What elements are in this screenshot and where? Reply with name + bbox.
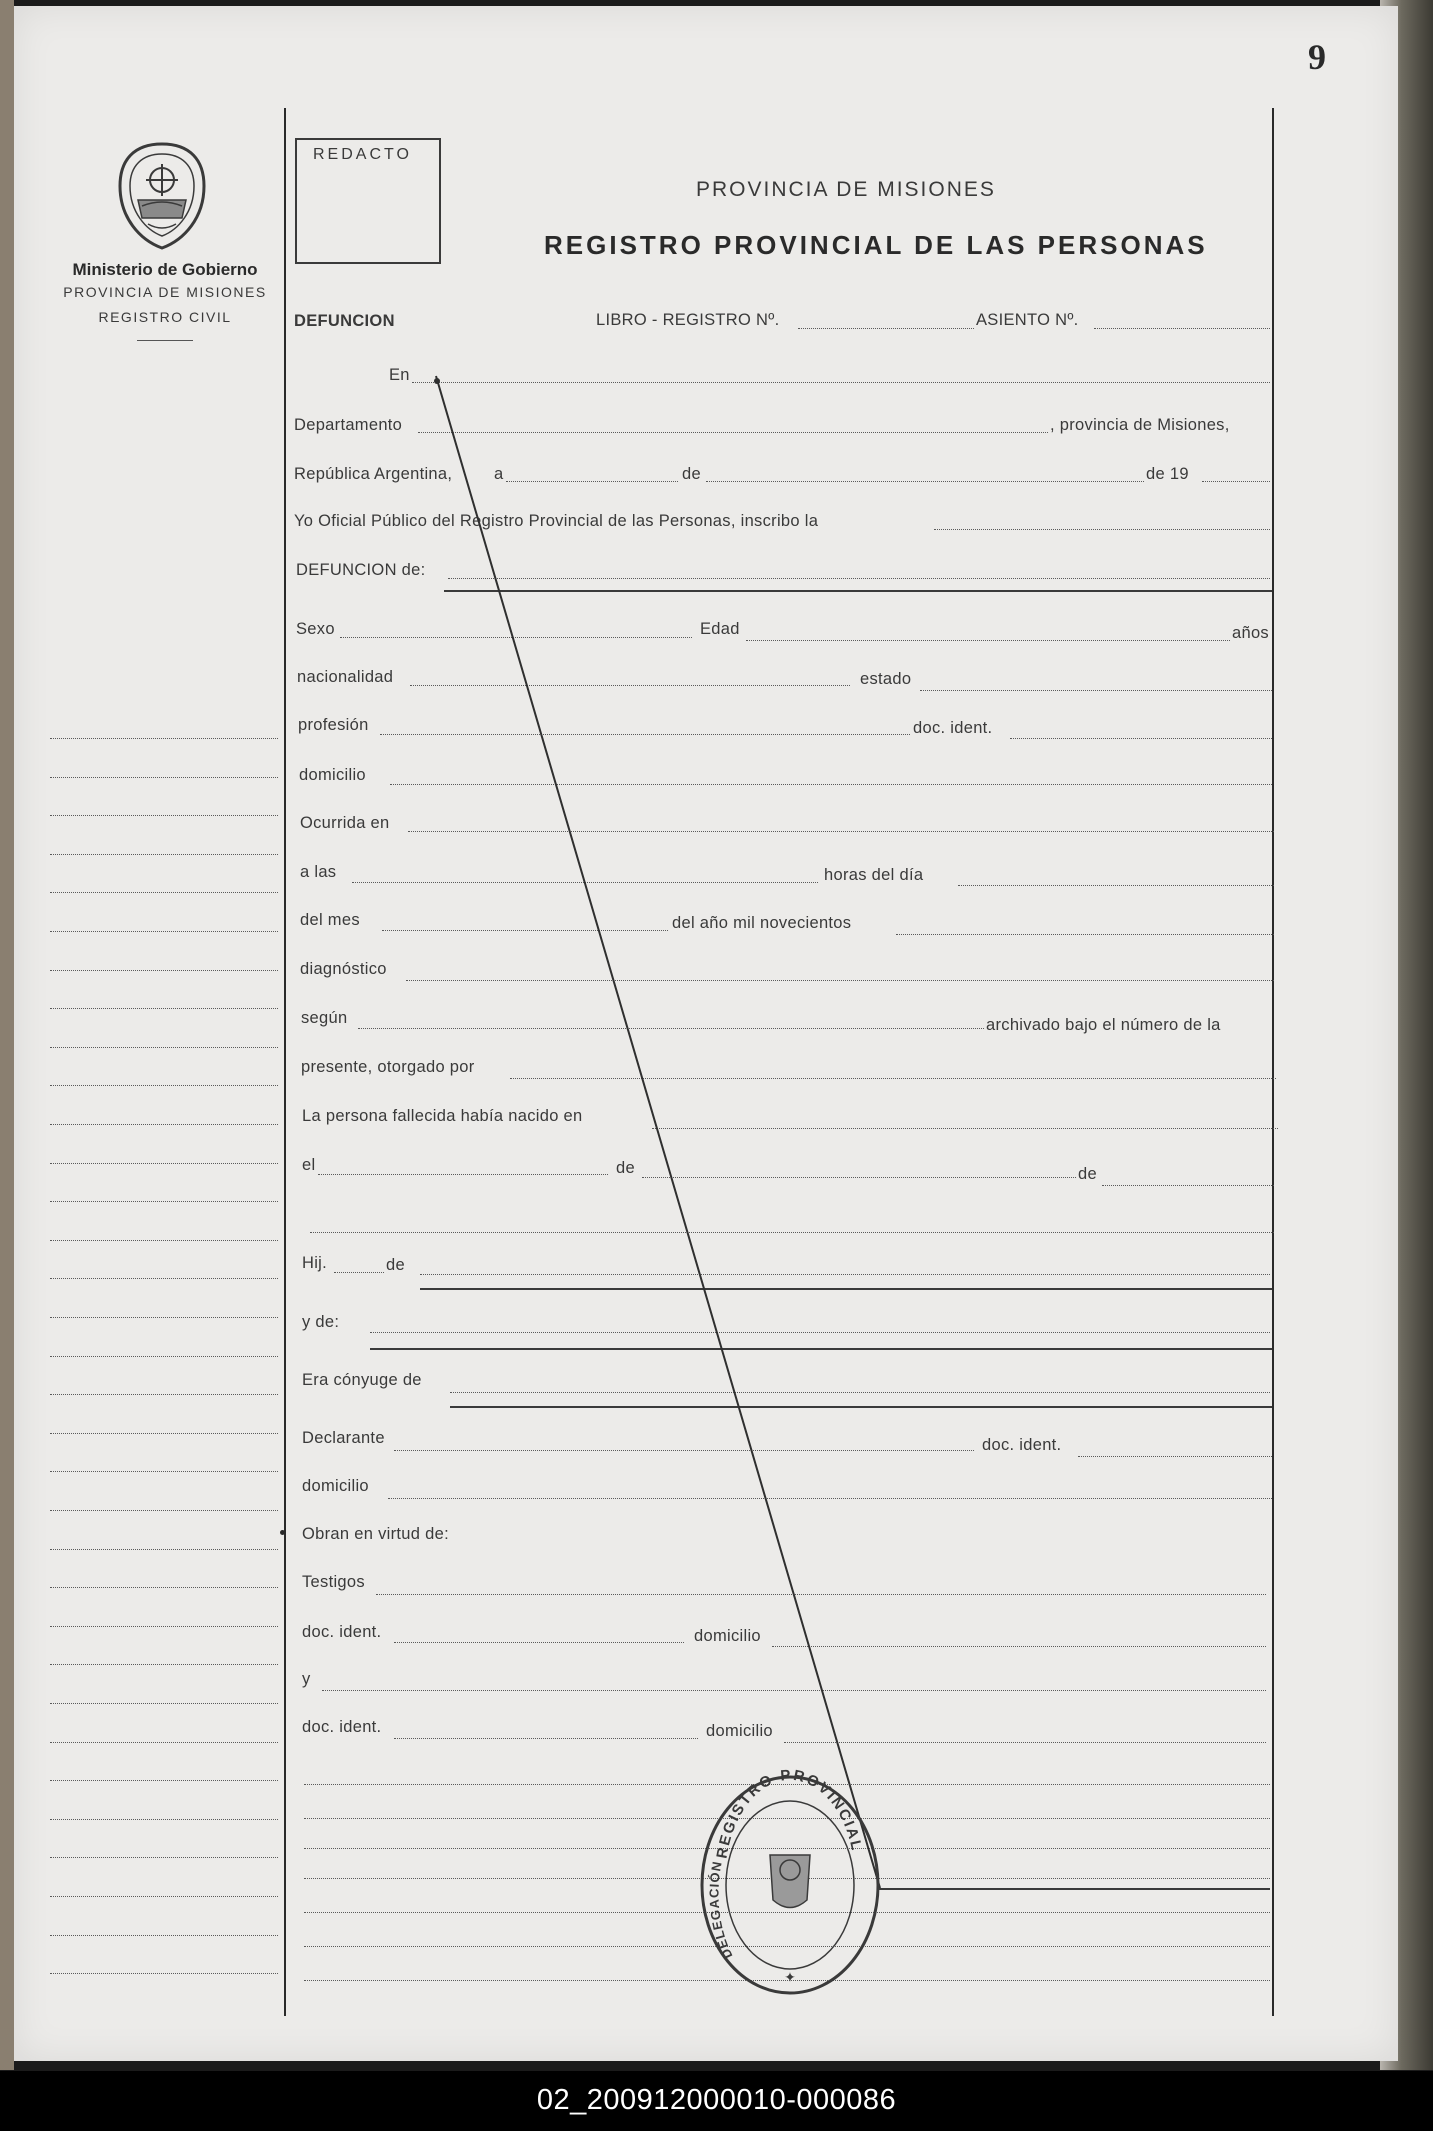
testigo1-domicilio-label: domicilio <box>694 1627 761 1645</box>
obran-label: Obran en virtud de: <box>302 1525 449 1543</box>
archivado-text: archivado bajo el número de la <box>986 1016 1221 1034</box>
presente-label: presente, otorgado por <box>301 1058 475 1076</box>
nacido-en-label: La persona fallecida había nacido en <box>302 1107 583 1125</box>
province-header: PROVINCIA DE MISIONES <box>696 178 996 201</box>
declarante-label: Declarante <box>302 1429 385 1447</box>
diagnostico-label: diagnóstico <box>300 960 387 978</box>
provincia-misiones-text: , provincia de Misiones, <box>1050 416 1230 434</box>
anos-label: años <box>1232 624 1269 642</box>
declarante-domicilio-label: domicilio <box>302 1477 369 1495</box>
a-las-label: a las <box>300 863 337 881</box>
svg-text:✦: ✦ <box>784 1969 796 1985</box>
official-stamp-icon <box>695 1760 885 2000</box>
file-caption: 02_200912000010-000086 <box>536 2084 897 2116</box>
testigos-label: Testigos <box>302 1573 365 1591</box>
y-de-label: y de: <box>302 1313 340 1331</box>
registry-title: REGISTRO PROVINCIAL DE LAS PERSONAS <box>544 230 1208 260</box>
libro-registro-label: LIBRO - REGISTRO Nº. <box>596 311 780 329</box>
sexo-label: Sexo <box>296 620 335 638</box>
de-label: de <box>682 465 701 483</box>
ocurrida-en-label: Ocurrida en <box>300 814 390 832</box>
page-number: 9 <box>1308 37 1326 77</box>
hij-label: Hij. <box>302 1254 328 1272</box>
en-label: En <box>389 366 410 384</box>
hij-de-label: de <box>386 1256 405 1274</box>
svg-text:DELEGACIÓN <box>707 1859 736 1961</box>
testigo1-doc-label: doc. ident. <box>302 1623 382 1641</box>
testigo2-domicilio-label: domicilio <box>706 1722 773 1740</box>
nacionalidad-label: nacionalidad <box>297 668 394 686</box>
del-ano-label: del año mil novecientos <box>672 914 852 932</box>
horas-del-dia-label: horas del día <box>824 866 924 884</box>
yo-oficial-text: Yo Oficial Público del Registro Provincial de las Personas, inscribo la <box>294 512 819 530</box>
conyuge-label: Era cónyuge de <box>302 1371 422 1389</box>
profesion-label: profesión <box>298 716 369 734</box>
ministry-office: REGISTRO CIVIL <box>98 309 232 325</box>
republica-label: República Argentina, <box>294 465 453 483</box>
segun-label: según <box>301 1009 348 1027</box>
de-label-3: de <box>1078 1165 1097 1183</box>
de-label-2: de <box>616 1159 635 1177</box>
domicilio-label: domicilio <box>299 766 366 784</box>
ministry-name: Ministerio de Gobierno <box>72 260 258 279</box>
asiento-label: ASIENTO Nº. <box>976 311 1079 329</box>
y-label: y <box>302 1670 311 1688</box>
ministry-province: PROVINCIA DE MISIONES <box>63 284 267 300</box>
doc-ident-label: doc. ident. <box>913 719 993 737</box>
de-19-label: de 19 <box>1146 465 1189 483</box>
departamento-label: Departamento <box>294 416 403 434</box>
defuncion-type: DEFUNCION <box>294 312 395 330</box>
el-label: el <box>302 1156 316 1174</box>
declarante-doc-label: doc. ident. <box>982 1436 1062 1454</box>
estado-label: estado <box>860 670 912 688</box>
stamp-side-text: DELEGACIÓN <box>706 1859 736 1962</box>
testigo2-doc-label: doc. ident. <box>302 1718 382 1736</box>
redacto-label: REDACTO <box>313 146 412 163</box>
stamp-text: REGISTRO PROVINCIAL <box>713 1766 866 1860</box>
a-label: a <box>494 465 504 483</box>
defuncion-de-label: DEFUNCION de: <box>296 561 426 579</box>
del-mes-label: del mes <box>300 911 360 929</box>
edad-label: Edad <box>700 620 740 638</box>
svg-text:REGISTRO PROVINCIAL <box>714 1767 866 1860</box>
